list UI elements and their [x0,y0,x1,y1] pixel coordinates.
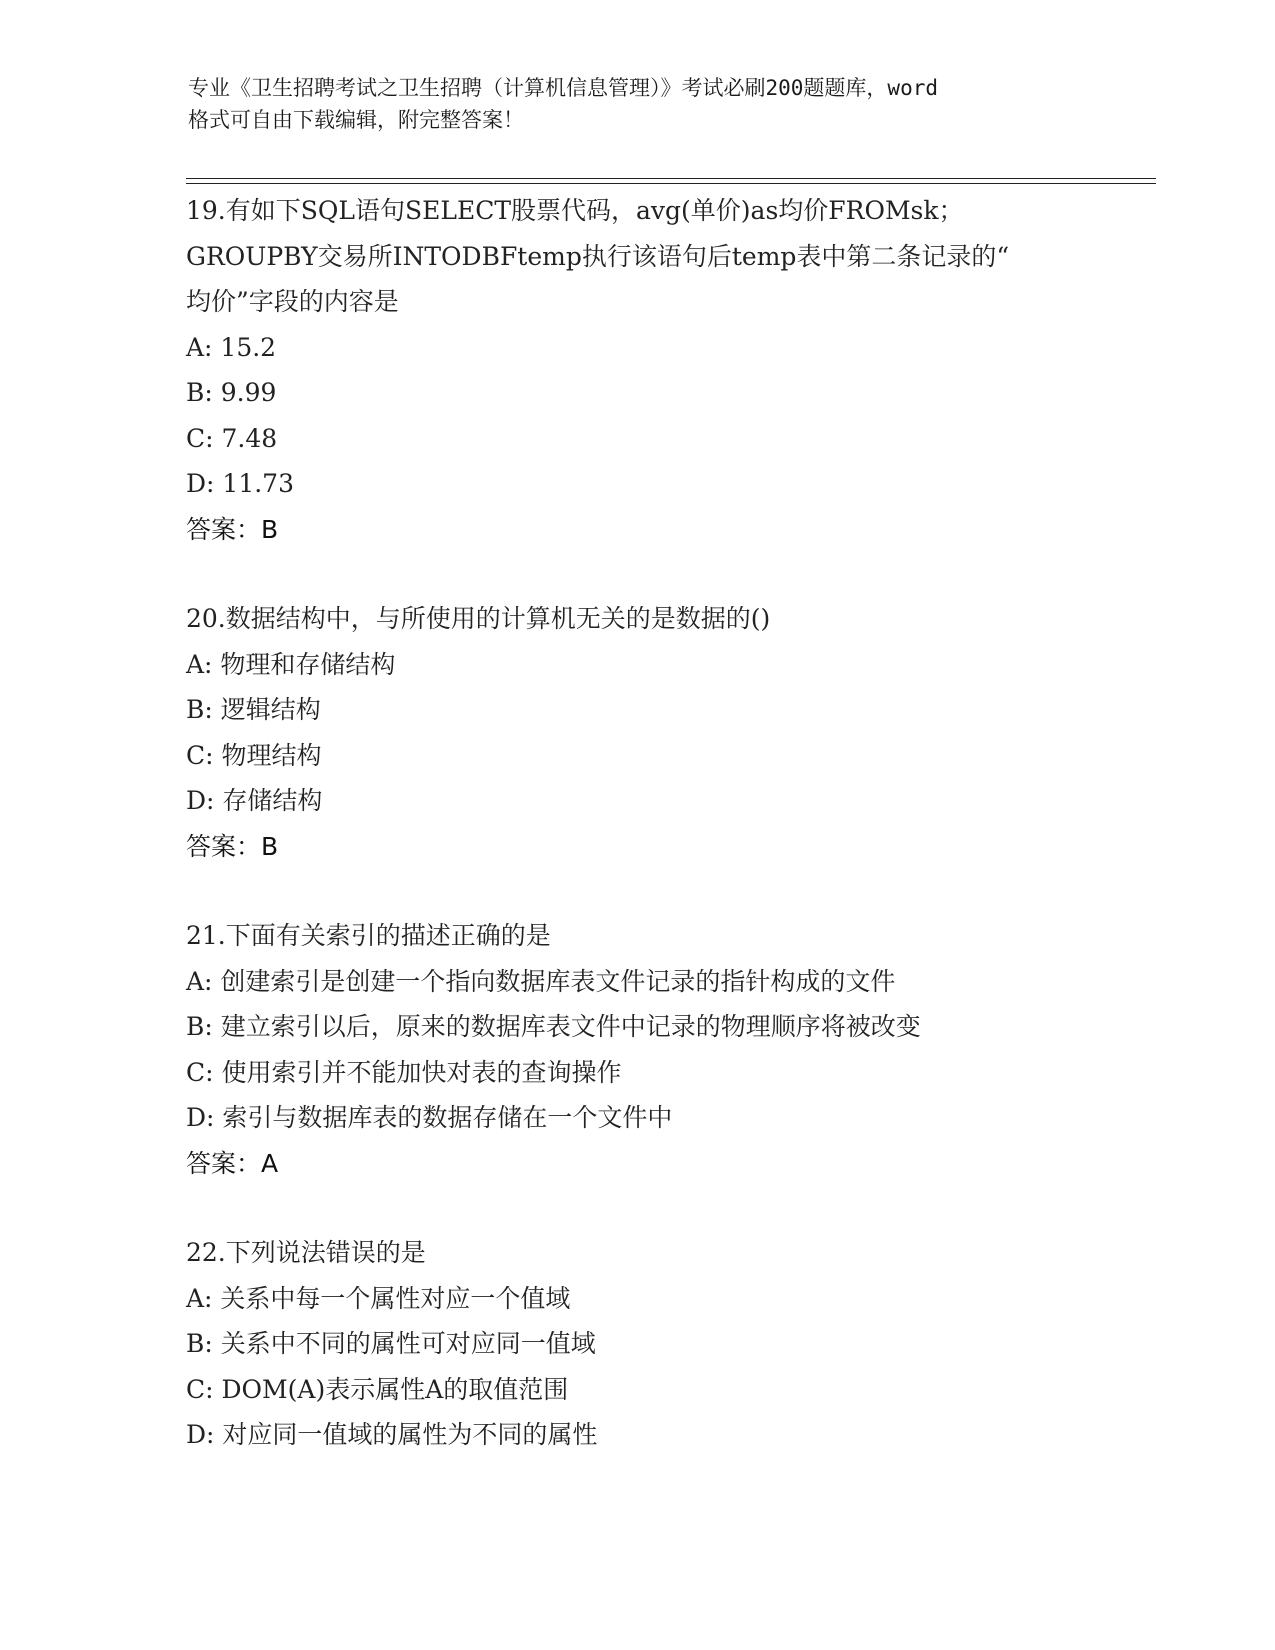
option-a: A: 创建索引是创建一个指向数据库表文件记录的指针构成的文件 [186,966,896,996]
question-19 [186,188,1156,552]
answer-label: 答案：B [186,831,279,861]
header-divider-top [186,178,1156,179]
question-stem-line: 19.有如下SQL语句SELECT股票代码，avg(单价)as均价FROMsk； [186,196,964,225]
option-c: C: 使用索引并不能加快对表的查询操作 [186,1057,622,1087]
option-d: D: 索引与数据库表的数据存储在一个文件中 [186,1103,673,1132]
question-stem-line: 均价”字段的内容是 [186,287,399,316]
question-stem [186,1230,1156,1276]
option-b: B: 9.99 [186,378,277,407]
option-b: B: 关系中不同的属性可对应同一值域 [186,1329,596,1358]
option-d: D: 存储结构 [186,786,323,815]
question-stem [186,913,1156,959]
question-stem [186,188,1156,325]
question-list [186,188,1156,1502]
option-d: D: 11.73 [186,469,294,498]
option-a: A: 15.2 [186,332,277,362]
header-line-1: 专业《卫生招聘考试之卫生招聘（计算机信息管理）》考试必刷200题题库，word [188,76,938,100]
question-stem-line: 20.数据结构中，与所使用的计算机无关的是数据的() [186,604,771,633]
header-divider-bottom [186,183,1156,184]
answer-label: 答案：A [186,1148,279,1178]
option-c: C: DOM(A)表示属性A的取值范围 [186,1374,569,1404]
option-c: C: 7.48 [186,423,278,453]
option-b: B: 逻辑结构 [186,695,321,724]
question-21 [186,913,1156,1186]
question-stem-line: 22.下列说法错误的是 [186,1238,426,1267]
option-a: A: 关系中每一个属性对应一个值域 [186,1283,571,1313]
answer-label: 答案：B [186,514,279,544]
question-stem-line: GROUPBY交易所INTODBFtemp执行该语句后temp表中第二条记录的“ [186,241,1010,271]
question-stem-line: 21.下面有关索引的描述正确的是 [186,921,551,950]
option-a: A: 物理和存储结构 [186,649,396,679]
option-d: D: 对应同一值域的属性为不同的属性 [186,1420,598,1449]
question-20 [186,596,1156,869]
option-c: C: 物理结构 [186,740,322,770]
document-header [188,72,1088,136]
question-22 [186,1230,1156,1458]
question-stem [186,596,1156,642]
header-line-2: 格式可自由下载编辑，附完整答案！ [188,108,524,132]
option-b: B: 建立索引以后，原来的数据库表文件中记录的物理顺序将被改变 [186,1012,921,1041]
